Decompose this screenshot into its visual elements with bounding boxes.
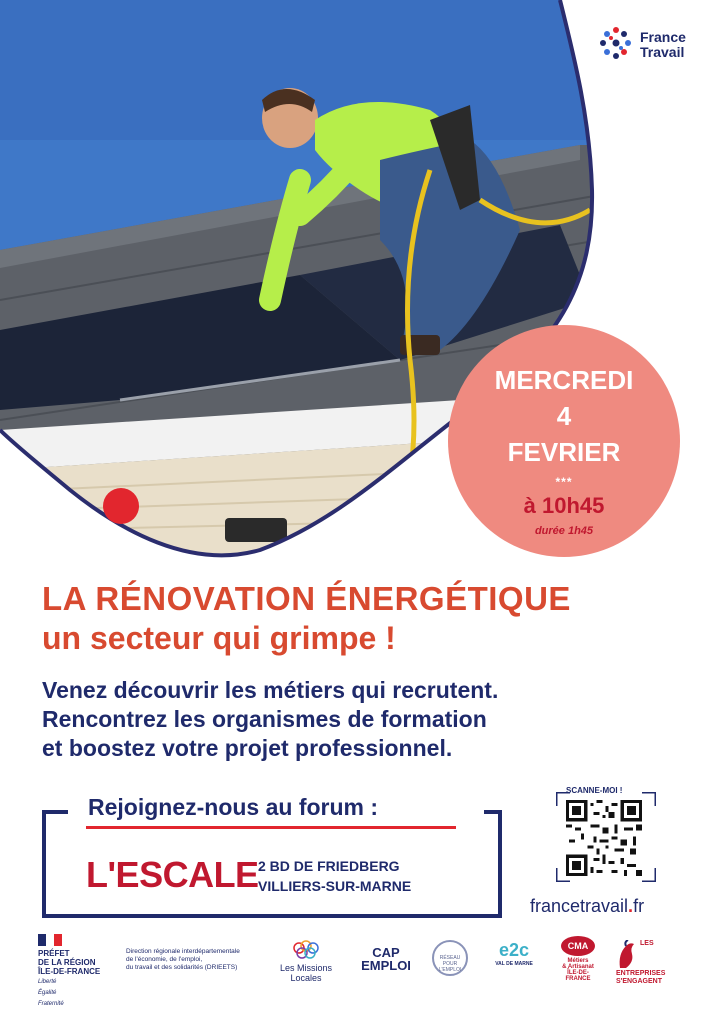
missions-locales-rings-icon — [291, 940, 321, 960]
e2c-text: e2c — [498, 940, 530, 960]
cma-line3: ÎLE-DE-FRANCE — [565, 970, 591, 982]
cma-mark-icon: CMA — [561, 936, 595, 956]
logo-text-line2: Travail — [640, 44, 685, 60]
dreets-line1: Direction régionale interdépartementale — [126, 948, 240, 955]
headline-subtitle: un secteur qui grimpe ! — [42, 620, 396, 656]
logo-text-line1: France — [640, 29, 686, 45]
venue-address-line1: 2 BD DE FRIEDBERG — [258, 858, 400, 874]
prefet-logo — [38, 934, 118, 1009]
cma-line2: & Artisanat — [562, 964, 594, 970]
event-day-name: MERCREDI — [494, 365, 634, 395]
e2c-sub: VAL DE MARNE — [495, 961, 533, 967]
dreets-logo — [126, 948, 266, 972]
e2c-logo — [494, 940, 534, 967]
website-dot: . — [628, 896, 634, 916]
qr-code[interactable] — [566, 800, 642, 876]
venue-name: L'ESCALE — [86, 854, 259, 895]
website-main: francetravail — [530, 896, 629, 916]
website-link[interactable] — [530, 896, 644, 917]
reseau-emploi-logo: RÉSEAU POUR L'EMPLOI — [432, 940, 468, 976]
dreets-line3: du travail et des solidarités (DRIEETS) — [126, 964, 238, 971]
partner-logos — [0, 934, 724, 1007]
missions-locales-text: Les Missions Locales — [279, 963, 333, 983]
prefet-line2: DE LA RÉGION — [38, 958, 96, 967]
france-travail-logo-text — [640, 30, 686, 60]
missions-locales-logo — [266, 940, 346, 983]
event-month: FEVRIER — [507, 437, 621, 467]
qr-label: SCANNE-MOI ! — [566, 786, 623, 795]
france-travail-logo — [596, 24, 706, 70]
date-badge — [448, 325, 680, 557]
event-duration: durée 1h45 — [534, 525, 594, 537]
forum-title: Rejoignez-nous au forum : — [88, 794, 379, 820]
lee-line2: ENTREPRISES — [616, 970, 666, 977]
body-line1: Venez découvrir les métiers qui recrutent. — [42, 677, 499, 703]
event-time: à 10h45 — [523, 493, 605, 518]
headline-title: LA RÉNOVATION ÉNERGÉTIQUE — [42, 580, 571, 617]
lee-line1: LES — [640, 940, 654, 947]
lee-line3: S'ENGAGENT — [616, 978, 663, 985]
prefet-line1: PRÉFET — [38, 949, 70, 958]
rooster-icon — [616, 940, 636, 970]
event-day-number: 4 — [556, 401, 572, 431]
cap-line1: CAP — [372, 945, 400, 960]
prefet-line3: ÎLE-DE-FRANCE — [38, 967, 101, 976]
france-travail-logo-icon — [596, 24, 636, 64]
forum-title-underline — [86, 826, 456, 829]
cma-line1: Métiers — [567, 958, 589, 964]
entreprises-engagent-logo — [616, 940, 686, 986]
body-line3: et boostez votre projet professionnel. — [42, 735, 453, 761]
marianne-flag-icon — [38, 934, 62, 946]
website-tld: fr — [633, 896, 645, 916]
prefet-motto1: Liberté — [38, 979, 57, 985]
cma-logo — [556, 936, 600, 982]
venue-address-line2: VILLIERS-SUR-MARNE — [258, 878, 412, 894]
dreets-line2: de l'économie, de l'emploi, — [126, 956, 203, 963]
prefet-motto2: Égalité — [38, 990, 57, 996]
body-line2: Rencontrez les organismes de formation — [42, 706, 487, 732]
decorative-red-dot — [103, 488, 139, 524]
cap-line2: EMPLOI — [361, 958, 411, 973]
prefet-motto3: Fraternité — [38, 1001, 64, 1007]
cap-emploi-logo — [356, 946, 416, 972]
body-text — [42, 676, 642, 763]
event-separator: *** — [555, 475, 573, 489]
